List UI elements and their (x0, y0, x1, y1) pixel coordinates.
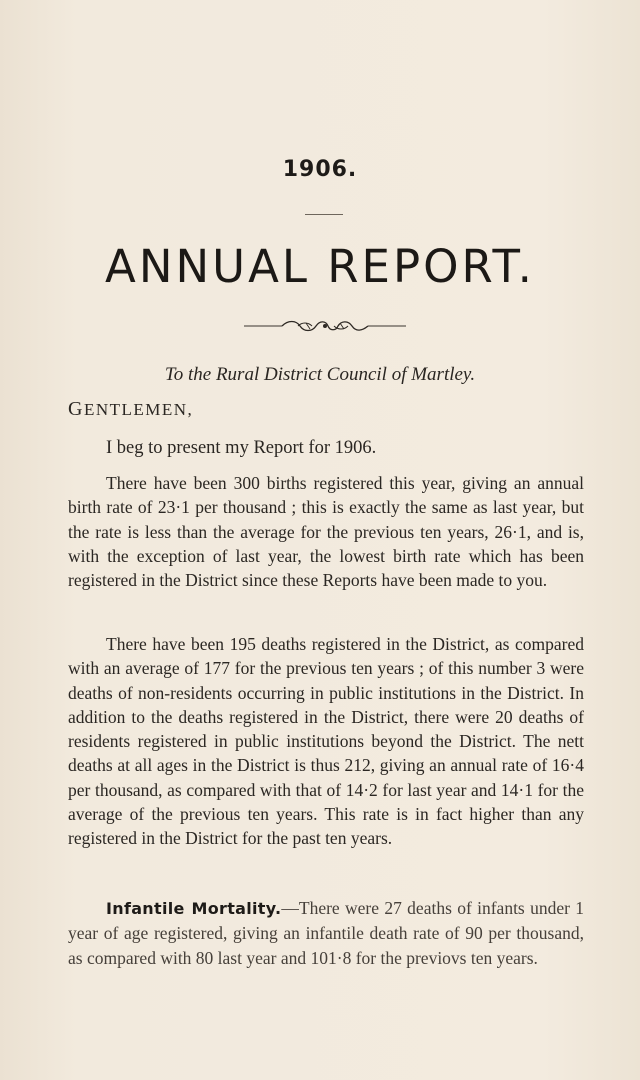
infantile-paragraph (68, 896, 584, 970)
infantile-body: —There were 27 deaths of infants under 1 year of age registered, giving an infantile death rate of 90 per thousand, as compared with 80 last year and 101·8 for the previovs ten years. (68, 898, 584, 968)
report-year: 1906. (282, 157, 358, 182)
births-paragraph: There have been 300 births registered this year, giving an annual birth rate of 23·1 per thousand ; this is exactly the same as last year, but the rate is less than the average for the previous ten years, 26·1, and is, with the exception of last year, the lowest birth rate which has been registered in the District since these Reports have been made to you. (68, 473, 584, 591)
deaths-paragraph: There have been 195 deaths registered in the District, as compared with an average of 177 for the previous ten years ; of this number 3 were deaths of non-residents occurring in public institutions in the District. In addition to the deaths registered in the District, there were 20 deaths of residents registered in public institutions beyond the District. The nett deaths at all ages in the District is thus 212, giving an annual rate of 16·4 per thousand, as compared with that of 14·2 for last year and 14·1 for the average of the previous ten years. This rate is in fact higher than any registered in the District for the past ten years. (68, 634, 584, 849)
infantile-heading: Infantile Mortality. (106, 899, 282, 918)
salutation (68, 398, 193, 421)
salutation-rest: ENTLEMEN, (83, 400, 194, 419)
report-title: ANNUAL REPORT. (105, 240, 535, 293)
title-rule (305, 214, 343, 215)
intro-sentence: I beg to present my Report for 1906. (106, 438, 377, 458)
salutation-initial: G (68, 398, 84, 420)
flourish-divider-icon (242, 318, 408, 334)
address-line: To the Rural District Council of Martley. (164, 364, 476, 385)
